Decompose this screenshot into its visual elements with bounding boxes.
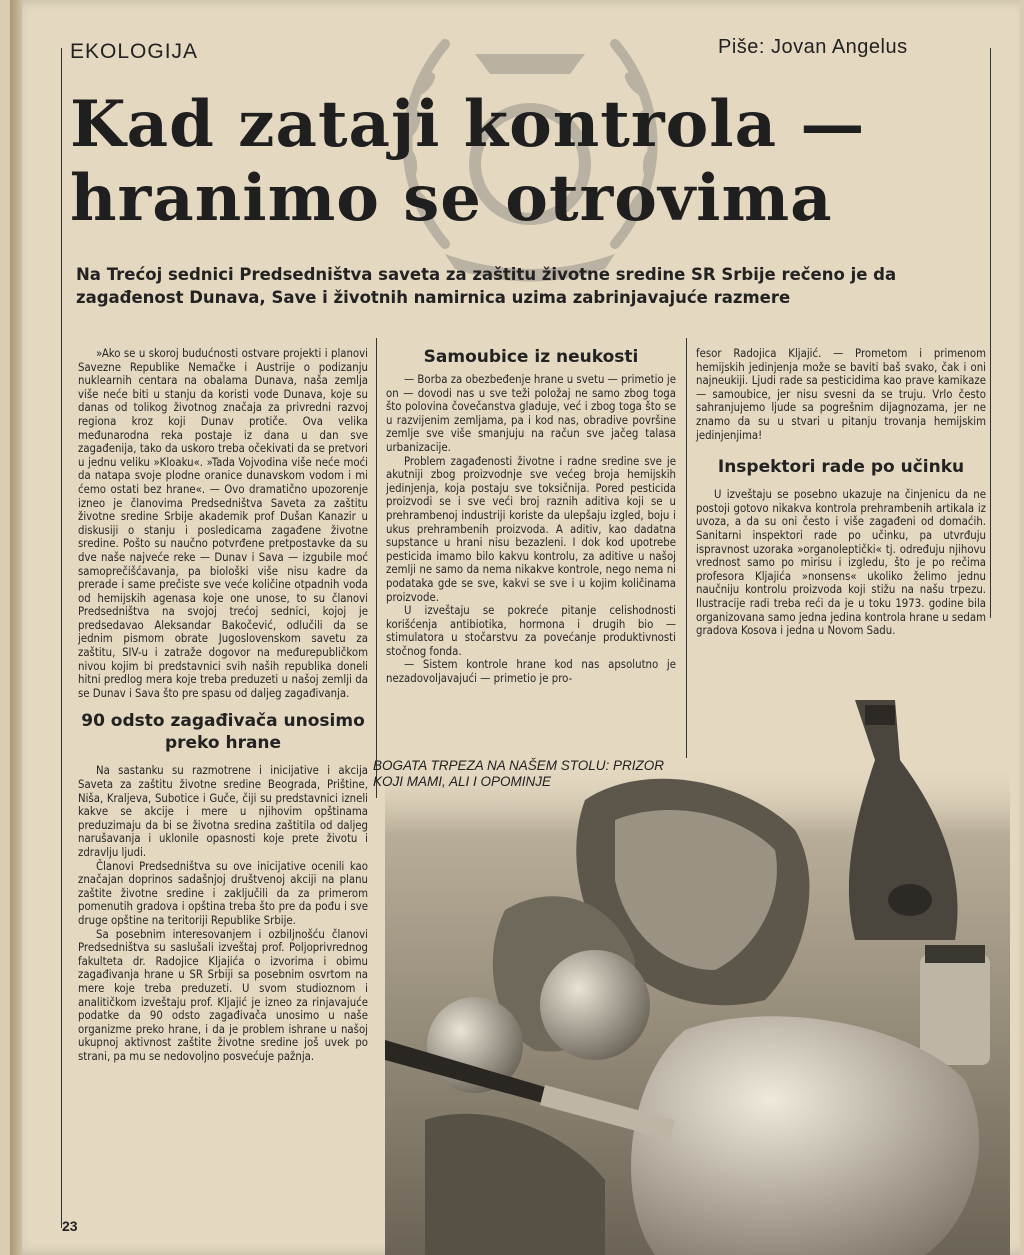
paragraph: Sa posebnim interesovanjem i ozbiljnošću članovi Predsedništva su saslušali izveštaj prof. Poljoprivrednog fakulteta dr. Radojice Kljajića o izvorima i obimu zagađivanja hrane u SR Srbiji sa posebnim osvrtom na mere koje treba preduzeti. U svom studioznom i analitičkom izveštaju prof. Kljajić je izneo za rinjavajuće podatke da 90 odsto zagađivača unosimo u naše organizme preko hrane, i da je problem ishrane u našoj ukupnoj aktivnost zaštite životne sredine još uvek po strani, pa mu se nedovoljno posvećuje pažnja. [78,927,368,1063]
headline-line-2: hranimo se otrovima [70,161,833,236]
page-number: 23 [62,1218,78,1234]
headline [70,88,990,236]
subheading: 90 odsto zagađivača unosimo preko hrane [81,711,365,754]
column-rule-1 [376,338,377,798]
paragraph: Problem zagađenosti životne i radne sredine sve je akutniji zbog proizvodnje sve većeg broja hemijskih jedinjenja, koja postaju sve toksičnija. Pored pesticida proizvodi se i sve veći broj raznih aditiva koji se u prehrambenoj industriji koriste da ulepšaju izgled, boju i ukus prehrambenih proizvoda. A aditiv, kao dadatna supstance u hrani nisu bezazleni. I dok kod upotrebe pesticida imamo bilo kakvu kontrolu, za aditive u našoj zemlji ne samo da nema nikakve kontrole, nego nema ni podataka gde se sve, kakvi se sve i u kojim količinama proizvode. [386,454,676,604]
section-label: EKOLOGIJA [70,40,199,63]
photo-caption: BOGATA TRPEZA NA NAŠEM STOLU: PRIZOR KOJI MAMI, ALI I OPOMINJE [373,758,665,789]
paragraph: U izveštaju se pokreće pitanje celishodnosti korišćenja antibiotika, hormona i drugih bio — stimulatora u stočarstvu za povećanje produktivnosti stočnog fonda. [386,604,676,658]
column-rule-2 [686,338,687,758]
frame-rule-left [61,48,62,1228]
article-column-1 [78,347,368,1064]
paragraph: »Ako se u skoroj budućnosti ostvare projekti i planovi Savezne Republike Nemačke i Austrije o podizanju nuklearnih centara na obalama Dunava, naša zemlja više neće biti u stanju da koristi vode Dunava, koje su danas od tolikog životnog značaja za privredni razvoj regiona kroz koji Dunav protiče. Ova velika međunarodna reka postaje iz dana u dan sve zagađenija, tako da uskoro treba očekivati da se pretvori u jednu veliku »Kloaku«. »Tada Vojvodina više neće moći da natapa svoje plodne oranice dunavskom vodom i mi ćemo ostati bez hrane«. — Ovo dramatično upozorenje izneo je članovima Predsedništva Saveta za zaštitu životne sredine Srbije akademik prof Dušan Kanazir u diskusiji o stanju i posledicama zagađene životne sredine. Pošto su naučno potvrđene pretpostavke da su dve naše najveće reke — Dunav i Sava — izgubile moć samoprečišćavanja, pa biološki više nisu kadre da prerade i same prečiste sve veće količine otpadnih voda od hemijskih agenasa koje one unose, to su članovi Predsedništva na svojoj trećoj sednici, kojoj je predsedavao Aleksandar Bakočević, odlučili da se jednim pismom obrate Jugoslovenskom savetu za zaštitu, SIV-u i zatraže dogovor na međurepubličkom nivou kojim bi predstavnici svih naših republika doneli hitni predlog mera koje treba preduzeti u našoj zemlji da se Dunav i Sava što pre spasu od daljeg zagađivanja. [78,347,368,700]
paragraph: — Borba za obezbeđenje hrane u svetu — primetio je on — dovodi nas u sve teži položaj ne samo zbog toga što polovina čovečanstva gladuje, već i zbog toga što se u razvijenim zemljama, pa i kod nas, obradive površine zemlje sve više smanjuju na račun sve jačeg talasa urbanizacije. [386,373,676,454]
paragraph: fesor Radojica Kljajić. — Prometom i primenom hemijskih jedinjenja može se baviti baš svako, čak i oni najneukiji. Ljudi rade sa pesticidima kao prave kamikaze — samoubice, jer nisu svesni da se truju. Vrlo često sahranjujemo ljude sa pogrešnim dijagnozama, jer ne znamo da su u stvari u pitanju trovanja hemijskim jedinjenjima! [696,347,986,442]
article-column-2 [386,373,676,686]
author-byline: Piše: Jovan Angelus [718,36,908,58]
frame-rule-right [990,48,991,618]
page-spine [10,0,22,1255]
paragraph: — Sistem kontrole hrane kod nas apsolutno je nezadovoljavajući — primetio je pro- [386,658,676,686]
article-column-3 [696,347,986,638]
subheading: Inspektori rade po učinku [717,457,965,478]
headline-line-1: Kad zataji kontrola — [70,87,866,162]
paragraph: Na sastanku su razmotrene i inicijative i akcija Saveta za zaštitu životne sredine Beograda, Prištine, Niša, Kraljeva, Subotice i Guče, čiji su predstavnici izneli kakve se akcije i mere u njihovim opštinama preduzimaju da bi se životna sredina zaštitila od daljeg narušavanja i uklonile opasnosti koje prete životu i zdravlju ljudi. [78,764,368,859]
paragraph: U izveštaju se posebno ukazuje na činjenicu da ne postoji gotovo nikakva kontrola prehrambenih artikala iz uvoza, a da su oni često i više zagađeni od domaćih. Sanitarni inspektori rade po učinku, pa utvrđuju ispravnost uzoraka »organoleptički« tj. određuju njihovu vrednost samo po mirisu i izgledu, što je po rečima profesora Kljajića »nonsens« ukoliko želimo jednu naučniju kontrolu proizvoda koji stižu na našu trpezu. Ilustracije radi treba reći da je u toku 1973. godine bila organizovana samo jedna jedina kontrola hrane u sedam gradova Kosova i jedna u Novom Sadu. [696,488,986,638]
paragraph: Članovi Predsedništva su ove inicijative ocenili kao značajan doprinos sadašnjoj društvenoj akciji na planu zaštite životne sredine i zaključili da za primerom pomenutih gradova i opština treba što pre da pođu i sve druge opštine na teritoriji Republike Srbije. [78,859,368,927]
deck-text: Na Trećoj sednici Predsedništva saveta za zaštitu životne sredine SR Srbije rečeno je da zagađenost Dunava, Save i životnih namirnica uzima zabrinjavajuće razmere [76,265,897,307]
subheading: Samoubice iz neukosti [423,347,639,367]
